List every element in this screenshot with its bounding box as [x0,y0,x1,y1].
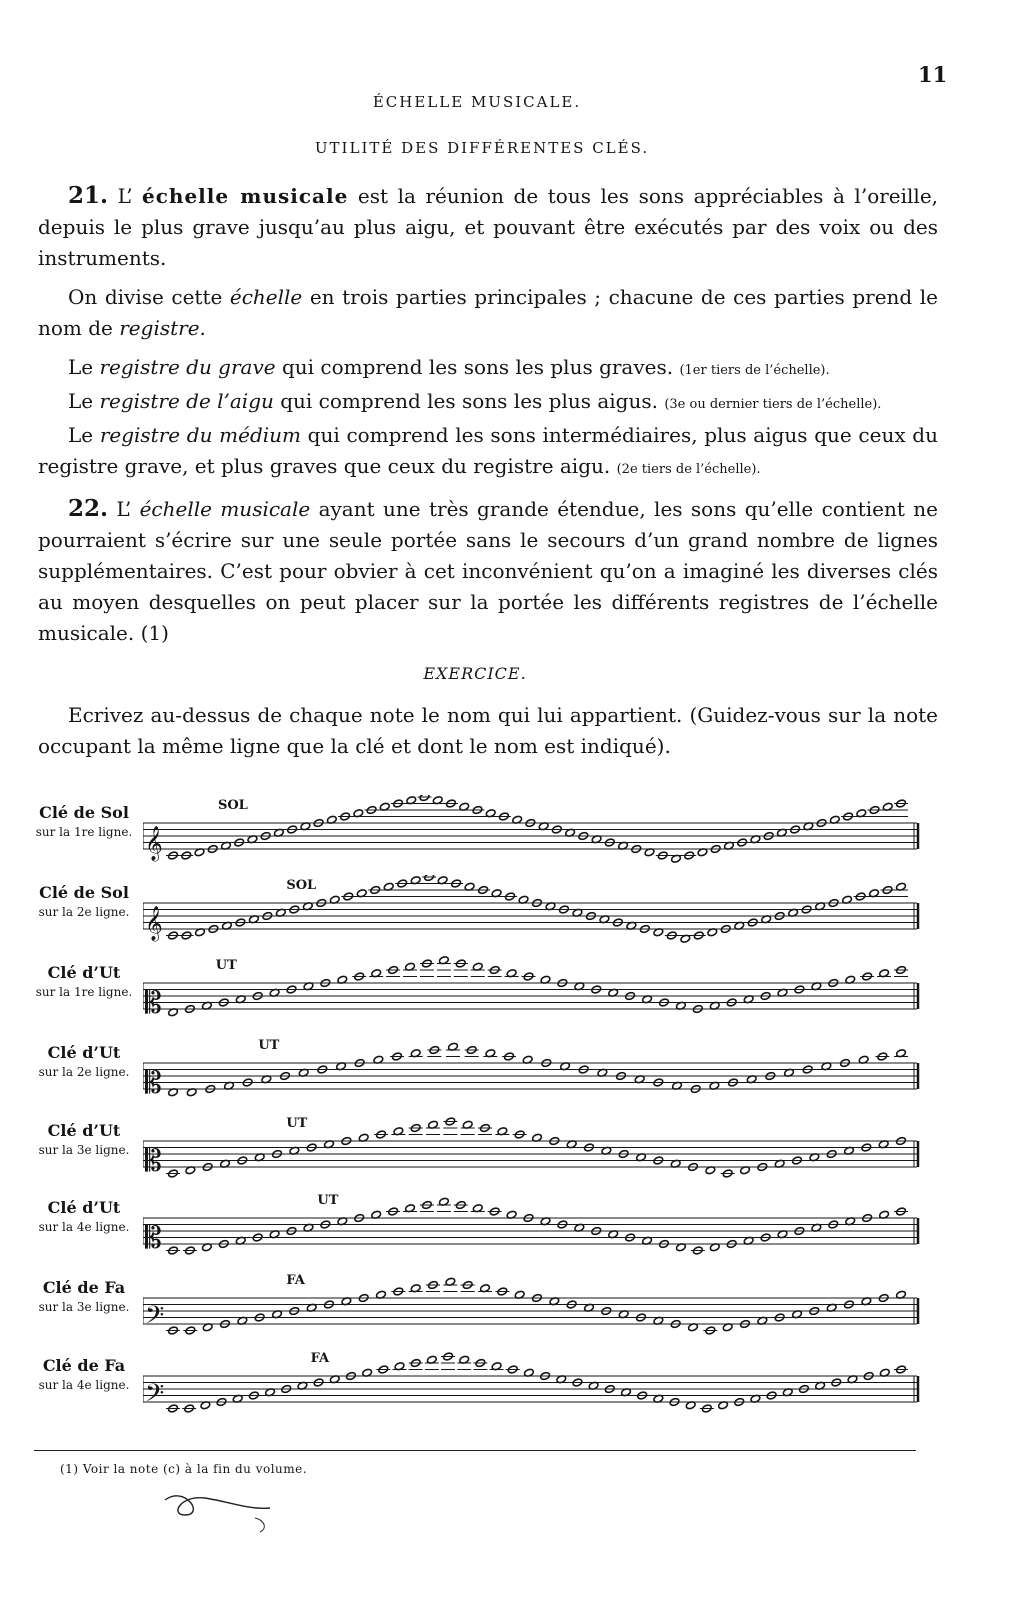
clef-icon: 𝄢 [145,1379,165,1414]
staff-row [28,1113,928,1193]
footnote-divider [34,1450,916,1451]
clef-icon: 𝄞 [145,826,163,861]
paragraph-aigu [38,386,938,420]
staff-row [28,1270,928,1350]
paragraph-22 [38,493,938,649]
staff-row [28,955,928,1035]
text: qui comprend les sons les plus graves. [275,355,680,379]
exercise-instruction: Ecrivez au-dessus de chaque note le nom qui lui appartient. (Guidez-vous sur la note occupant la même ligne que la clé et dont le nom est indiqué). [38,703,938,758]
ink-flourish [160,1480,280,1540]
clef-line-label: sur la 2e ligne. [38,1065,130,1079]
note-name-label: UT [215,958,237,973]
page-title: ÉCHELLE MUSICALE. [372,93,582,111]
staff [143,1113,923,1193]
staff [143,795,923,875]
note-name-label: SOL [286,878,317,893]
staff-row [28,1190,928,1270]
staff-row [28,1035,928,1115]
footnote: (1) Voir la note (c) à la fin du volume. [60,1462,308,1476]
clef-line-label: sur la 4e ligne. [38,1378,130,1392]
term: registre. [119,316,206,340]
page-subtitle: UTILITÉ DES DIFFÉRENTES CLÉS. [314,139,650,157]
clef-icon: 𝄡 [145,1144,162,1179]
text: qui comprend les sons intermédiaires, plus aigus que ceux du registre grave, et plus graves que ceux du registre aigu. [38,423,938,478]
clef-line-label: sur la 2e ligne. [38,905,130,919]
clef-icon: 𝄢 [145,1301,165,1336]
note-name-label: FA [310,1351,330,1366]
note-name-label: FA [286,1273,305,1288]
text: On divise cette [68,285,230,309]
paragraph-number: 21. [68,182,109,209]
clef-icon: 𝄞 [145,906,163,941]
note: (1er tiers de l’échelle). [679,363,830,378]
clef-line-label: sur la 3e ligne. [38,1143,130,1157]
whole-note [424,875,435,882]
term: registre de l’aigu [99,389,274,413]
page-number: 11 [918,62,948,87]
clef-name: Clé d’Ut [47,1198,121,1217]
text: est la réunion de tous les sons appréciables à l’oreille, depuis le plus grave jusqu’au plus aigu, et pouvant être exécutés par des voix ou des instruments. [38,184,939,270]
term: registre du médium [99,423,301,447]
text: Le [68,355,100,379]
paragraph-grave [38,352,938,386]
text: qui comprend les sons les plus aigus. [273,389,665,413]
text: en trois parties principales ; chacune de ces parties prend le nom de [38,285,938,340]
term: échelle musicale [139,497,311,521]
staff [143,875,923,955]
term: échelle [229,285,303,309]
text: L’ [108,184,143,208]
term: échelle musicale [142,184,349,208]
clef-name: Clé d’Ut [47,1043,121,1062]
clef-name: Clé de Fa [42,1278,126,1297]
staff-row [28,1348,928,1428]
note: (3e ou dernier tiers de l’échelle). [664,397,882,412]
note-name-label: UT [258,1038,280,1053]
paragraph-21 [38,180,938,274]
paragraph-number: 22. [68,495,109,522]
note-name-label: SOL [217,798,248,813]
body-text [38,180,938,657]
clef-line-label: sur la 4e ligne. [38,1220,130,1234]
clef-icon: 𝄡 [145,986,162,1021]
staff [143,955,923,1035]
clef-line-label: sur la 1re ligne. [35,825,133,839]
clef-icon: 𝄡 [145,1066,162,1101]
staff-row [28,795,928,875]
clef-line-label: sur la 3e ligne. [38,1300,130,1314]
text: ayant une très grande étendue, les sons qu’elle contient ne pourraient s’écrire sur une seule portée sans le secours d’un grand nombre de lignes supplémentaires. C’est pour obvier à cet inconvénient qu’on a imaginé les diverses clés au moyen desquelles on peut placer sur la portée les différents registres de l’échelle musicale. (1) [38,497,939,645]
text: Le [68,423,100,447]
text: L’ [108,497,140,521]
clef-name: Clé de Fa [42,1356,126,1375]
term: registre du grave [99,355,276,379]
clef-name: Clé de Sol [39,883,129,902]
staff-row [28,875,928,955]
clef-name: Clé d’Ut [47,963,121,982]
staff [143,1035,923,1115]
clef-line-label: sur la 1re ligne. [35,985,133,999]
note: (2e tiers de l’échelle). [616,462,761,477]
clef-name: Clé d’Ut [47,1121,121,1140]
paragraph-medium [38,420,938,485]
staff [143,1348,923,1428]
text: Le [68,389,100,413]
paragraph-registres [38,282,938,344]
note-name-label: UT [286,1116,308,1131]
clef-name: Clé de Sol [39,803,129,822]
exercise-title: EXERCICE. [423,664,527,683]
clef-icon: 𝄡 [145,1221,162,1256]
whole-note [419,795,430,802]
note-name-label: UT [317,1193,339,1208]
staff [143,1270,923,1350]
staff [143,1190,923,1270]
